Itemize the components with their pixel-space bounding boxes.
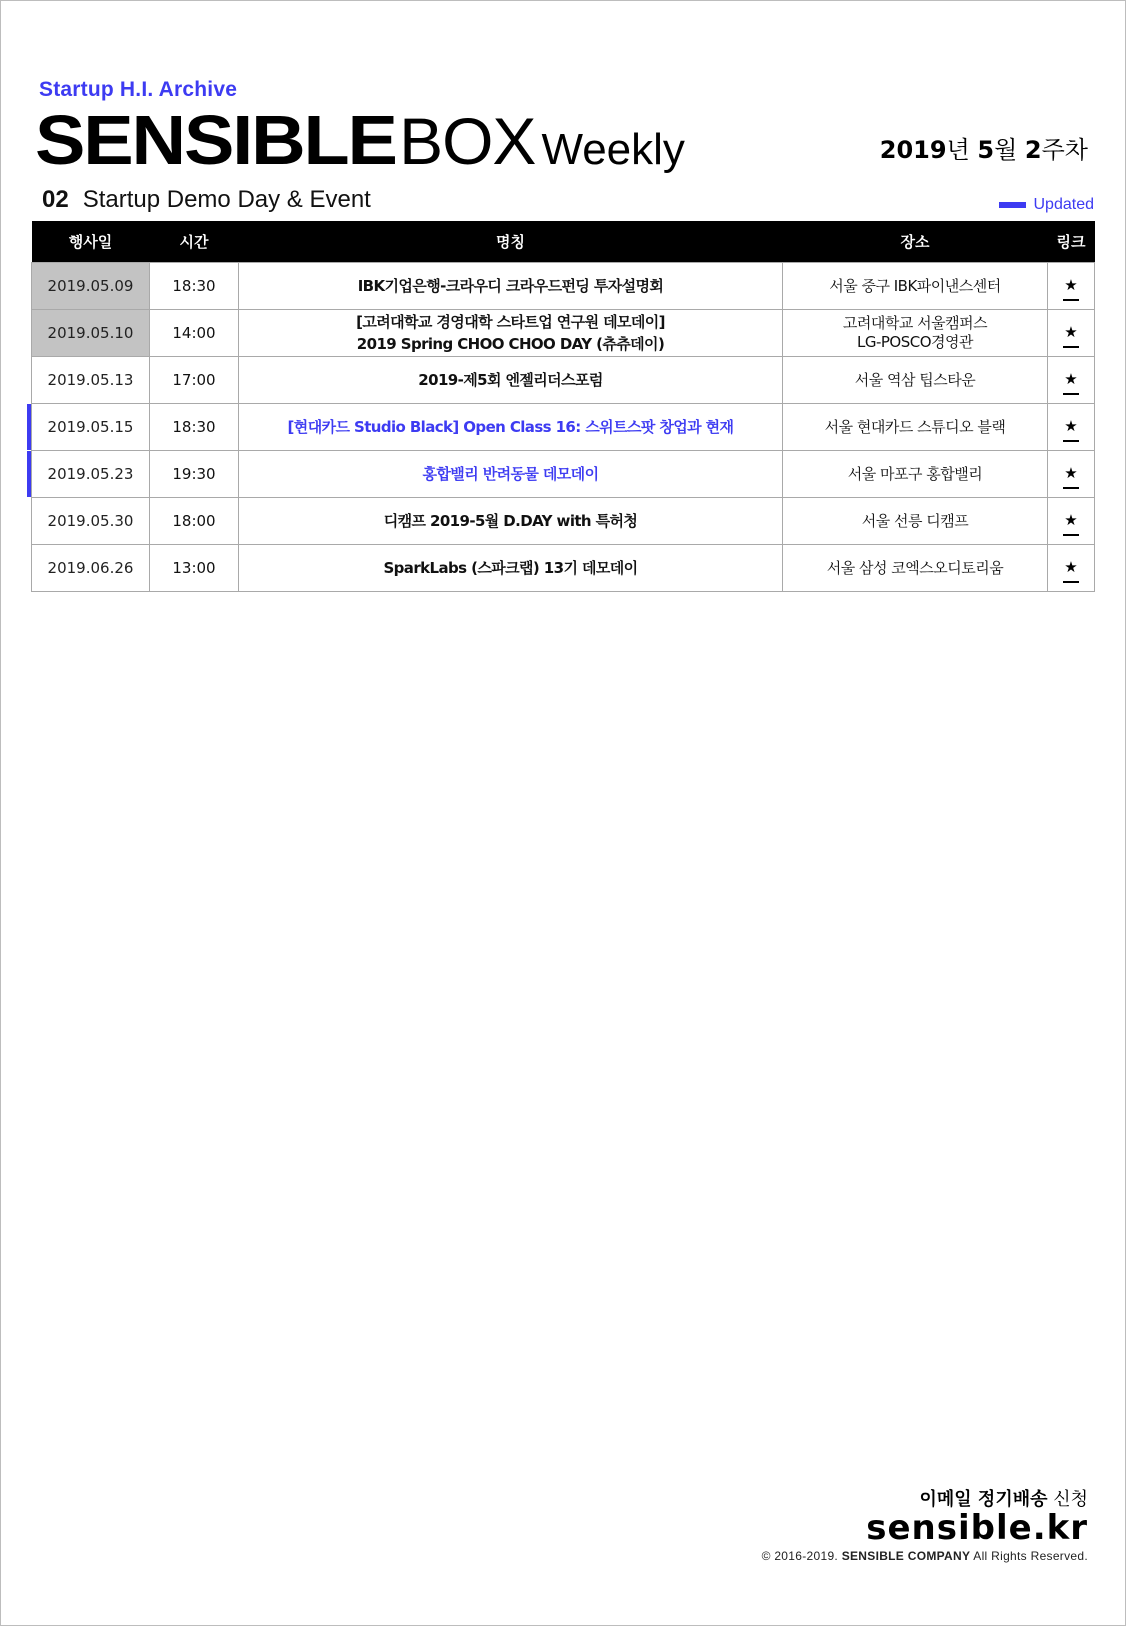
- subscribe-normal: 신청: [1053, 1489, 1088, 1510]
- event-date-text: 2019.05.15: [47, 418, 134, 436]
- table-row: [32, 498, 1095, 545]
- event-date: 2019.06.26: [32, 545, 150, 592]
- event-name: IBK기업은행-크라우디 크라우드펀딩 투자설명회: [239, 263, 783, 310]
- table-row: [32, 357, 1095, 404]
- event-link[interactable]: [1048, 404, 1095, 451]
- issue-year-unit: 년: [946, 136, 970, 164]
- event-time: 13:00: [150, 545, 239, 592]
- event-venue-line: LG-POSCO경영관: [856, 333, 974, 351]
- event-venue-line: 고려대학교 서울캠퍼스: [842, 314, 988, 332]
- events-table: [31, 221, 1095, 592]
- star-icon[interactable]: ★: [1063, 506, 1078, 536]
- event-date: 2019.05.09: [32, 263, 150, 310]
- event-date-text: 2019.05.23: [47, 465, 134, 483]
- event-date: 2019.05.13: [32, 357, 150, 404]
- section-heading: [42, 186, 371, 214]
- star-icon[interactable]: ★: [1063, 553, 1078, 583]
- issue-week-unit: 주차: [1041, 136, 1088, 164]
- star-icon[interactable]: ★: [1063, 365, 1078, 395]
- archive-label: Startup H.I. Archive: [39, 78, 238, 101]
- event-link[interactable]: [1048, 545, 1095, 592]
- event-date: 2019.05.10: [32, 310, 150, 357]
- issue-year: 2019: [879, 136, 947, 164]
- column-header-venue: 장소: [783, 221, 1048, 263]
- event-name-line: [고려대학교 경영대학 스타트업 연구원 데모데이]: [356, 313, 665, 331]
- event-venue: 서울 중구 IBK파이낸스센터: [783, 263, 1048, 310]
- event-name: [현대카드 Studio Black] Open Class 16: 스위트스팟 창업과 현재: [239, 404, 783, 451]
- brand-logo: [35, 100, 685, 180]
- column-header-date: 행사일: [32, 221, 150, 263]
- brand-weekly: Weekly: [541, 125, 685, 174]
- issue-month-unit: 월: [994, 136, 1018, 164]
- copyright: [762, 1549, 1088, 1563]
- event-venue: 서울 역삼 팁스타운: [783, 357, 1048, 404]
- event-name: 홍합밸리 반려동물 데모데이: [239, 451, 783, 498]
- event-venue: [783, 310, 1048, 357]
- star-icon[interactable]: ★: [1063, 412, 1078, 442]
- table-row: [32, 263, 1095, 310]
- event-name-line: 2019 Spring CHOO CHOO DAY (츄츄데이): [356, 335, 665, 353]
- event-name: 2019-제5회 엔젤리더스포럼: [239, 357, 783, 404]
- star-icon[interactable]: ★: [1063, 271, 1078, 301]
- table-row: [32, 545, 1095, 592]
- event-time: 18:30: [150, 404, 239, 451]
- event-link[interactable]: [1048, 263, 1095, 310]
- issue-week: 2: [1024, 136, 1042, 164]
- column-header-time: 시간: [150, 221, 239, 263]
- copyright-company: SENSIBLE COMPANY: [841, 1549, 971, 1563]
- event-time: 18:30: [150, 263, 239, 310]
- event-time: 17:00: [150, 357, 239, 404]
- brand-sensible: SENSIBLE: [35, 101, 396, 179]
- issue-month: 5: [977, 136, 995, 164]
- event-name: SparkLabs (스파크랩) 13기 데모데이: [239, 545, 783, 592]
- event-venue: 서울 마포구 홍합밸리: [783, 451, 1048, 498]
- event-link[interactable]: [1048, 451, 1095, 498]
- copyright-suffix: All Rights Reserved.: [973, 1549, 1088, 1563]
- table-row: [32, 451, 1095, 498]
- table-header-row: [32, 221, 1095, 263]
- table-row: [32, 404, 1095, 451]
- event-venue: 서울 삼성 코엑스오디토리움: [783, 545, 1048, 592]
- event-time: 18:00: [150, 498, 239, 545]
- event-link[interactable]: [1048, 498, 1095, 545]
- section-number: 02: [42, 186, 69, 213]
- issue-date: [880, 130, 1088, 165]
- star-icon[interactable]: ★: [1063, 318, 1078, 348]
- event-link[interactable]: [1048, 357, 1095, 404]
- table-row: [32, 310, 1095, 357]
- updated-legend-bar: [999, 202, 1026, 208]
- subscribe-bold: 이메일 정기배송: [919, 1489, 1048, 1510]
- column-header-link: 링크: [1048, 221, 1095, 263]
- event-date: [32, 404, 150, 451]
- updated-marker: [27, 451, 31, 497]
- event-name: [239, 310, 783, 357]
- updated-legend-label: Updated: [1033, 196, 1094, 213]
- event-time: 14:00: [150, 310, 239, 357]
- star-icon[interactable]: ★: [1063, 459, 1078, 489]
- updated-legend: [999, 196, 1095, 214]
- event-date: 2019.05.30: [32, 498, 150, 545]
- event-venue: 서울 선릉 디캠프: [783, 498, 1048, 545]
- updated-marker: [27, 404, 31, 450]
- section-title: Startup Demo Day & Event: [82, 186, 371, 213]
- event-time: 19:30: [150, 451, 239, 498]
- event-date: [32, 451, 150, 498]
- column-header-name: 명칭: [239, 221, 783, 263]
- brand-box: BOX: [399, 104, 536, 178]
- site-url[interactable]: sensible.kr: [866, 1508, 1088, 1548]
- copyright-prefix: © 2016-2019.: [761, 1549, 839, 1563]
- event-venue: 서울 현대카드 스튜디오 블랙: [783, 404, 1048, 451]
- event-name: 디캠프 2019-5월 D.DAY with 특허청: [239, 498, 783, 545]
- event-link[interactable]: [1048, 310, 1095, 357]
